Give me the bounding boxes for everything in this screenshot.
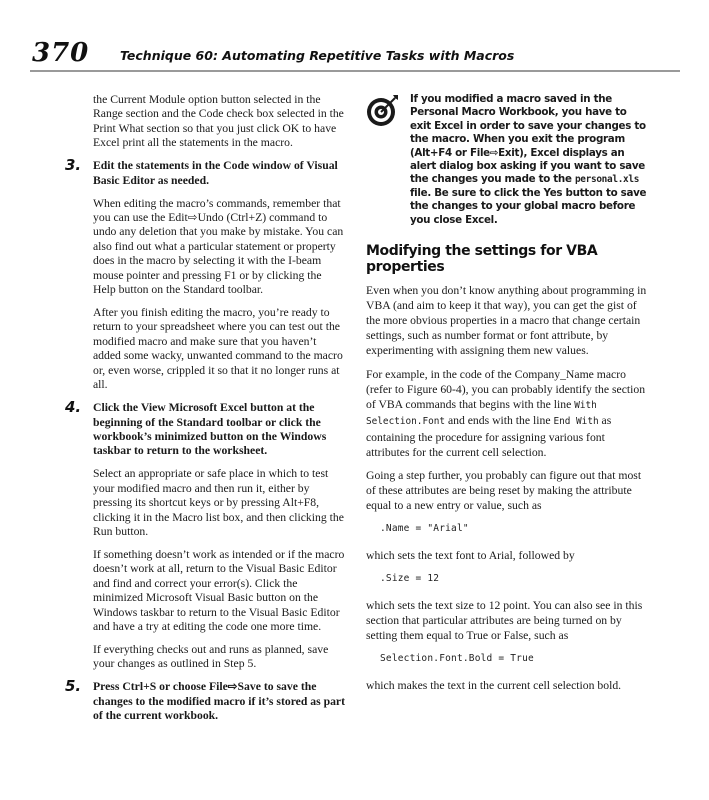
step-text: Press Ctrl+S or choose File⇨Save to save the changes to the modified macro if it’s stored as part of the current workbook. xyxy=(93,680,346,723)
paragraph-6: which makes the text in the current cell selection bold. xyxy=(366,678,622,692)
left-column xyxy=(67,93,345,732)
paragraph-2: For example, in the code of the Company_Name macro (refer to Figure 60-4), you can probably identify the section of VBA commands that begins with the line With Selection.Font and ends with the line End With as containing the procedure for assigning various font attributes for the current cell selection. xyxy=(366,368,646,459)
code-line-bold: Selection.Font.Bold = True xyxy=(380,652,534,664)
paragraph-editing: When editing the macro’s commands, remember that you can use the Edit⇨Undo (Ctrl+Z) command to undo any deletion that you make by mistake. You can also find out what a particular statement or property does in the macro by selecting it with the I-beam mouse pointer and pressing F1 or by clicking the Help button on the Standard toolbar. xyxy=(93,196,344,297)
step-5 xyxy=(65,677,346,723)
paragraph-if-something: If something doesn’t work as intended or if the macro doesn’t work at all, return to the Visual Basic Editor and find and correct your error(s). Click the minimized Microsoft Visual Basic button on the Windows taskbar to return to the Visual Basic Editor and have a try at editing the code one more time. xyxy=(93,547,345,633)
paragraph-5: which sets the text size to 12 point. You can also see in this section that particular attributes are being turned on by setting them equal to True or False, such as xyxy=(366,598,643,643)
paragraph-select: Select an appropriate or safe place in which to test your modified macro and then run it, either by pressing its shortcut keys or by pressing Alt+F8, clicking it in the Macro list box, and then clicking the Run button. xyxy=(93,467,344,538)
paragraph-1: Even when you don’t know anything about programming in VBA (and aim to keep it that way), you can get the gist of the more obvious properties in a macro that change certain settings, such as number format or font attribute, by experimenting with assigning them new values. xyxy=(366,284,647,358)
note-text: If you modified a macro saved in the Personal Macro Workbook, you have to exit Excel in order to save your changes to the macro. When you exit the program (Alt+F4 or File⇨Exit), Excel displays an alert dialog box asking if you want to save the changes you made to the personal.xls file. Be sure to click the Yes button to save the changes to your global macro before you close Excel. xyxy=(410,93,647,226)
remember-note xyxy=(366,93,648,227)
code-line-size: .Size = 12 xyxy=(380,572,440,584)
paragraph-continued: the Current Module option button selected in the Range section and the Code check box selected in the Print What section so that you just click OK to have Excel print all the statements in the macro. xyxy=(93,93,344,150)
step-4 xyxy=(65,398,345,459)
page-number: 370 xyxy=(32,38,90,68)
page-header xyxy=(30,40,680,72)
step-number: 4. xyxy=(65,398,82,417)
right-column xyxy=(366,93,648,701)
step-text: Edit the statements in the Code window of Visual Basic Editor as needed. xyxy=(93,159,338,187)
code-line-name: .Name = "Arial" xyxy=(380,523,469,535)
paragraph-4: which sets the text font to Arial, followed by xyxy=(366,549,575,563)
step-number: 3. xyxy=(65,156,82,175)
running-title: Technique 60: Automating Repetitive Tasks with Macros xyxy=(120,48,515,63)
section-heading: Modifying the settings for VBA properties xyxy=(366,243,598,276)
paragraph-after: After you finish editing the macro, you’re ready to return to your spreadsheet where you can test out the modified macro and make sure that you haven’t added some wacky, unwanted command to the macro or, even worse, crippled it so that it no longer runs at all. xyxy=(93,306,343,392)
paragraph-if-everything: If everything checks out and runs as planned, save your changes as outlined in Step 5. xyxy=(93,642,329,671)
inline-code-endwith: End With xyxy=(553,416,599,428)
note-filename: personal.xls xyxy=(574,174,640,186)
inline-code-with: With Selection.Font xyxy=(366,400,597,428)
paragraph-3: Going a step further, you probably can figure out that most of these attributes are being reset by making the attribute equal to a new entry or value, such as xyxy=(366,469,642,513)
step-number: 5. xyxy=(65,677,82,696)
target-icon xyxy=(364,93,400,129)
step-text: Click the View Microsoft Excel button at the beginning of the Standard toolbar or click the workbook’s minimized button on the Windows taskbar to return to the worksheet. xyxy=(93,401,327,458)
step-3 xyxy=(65,156,345,188)
